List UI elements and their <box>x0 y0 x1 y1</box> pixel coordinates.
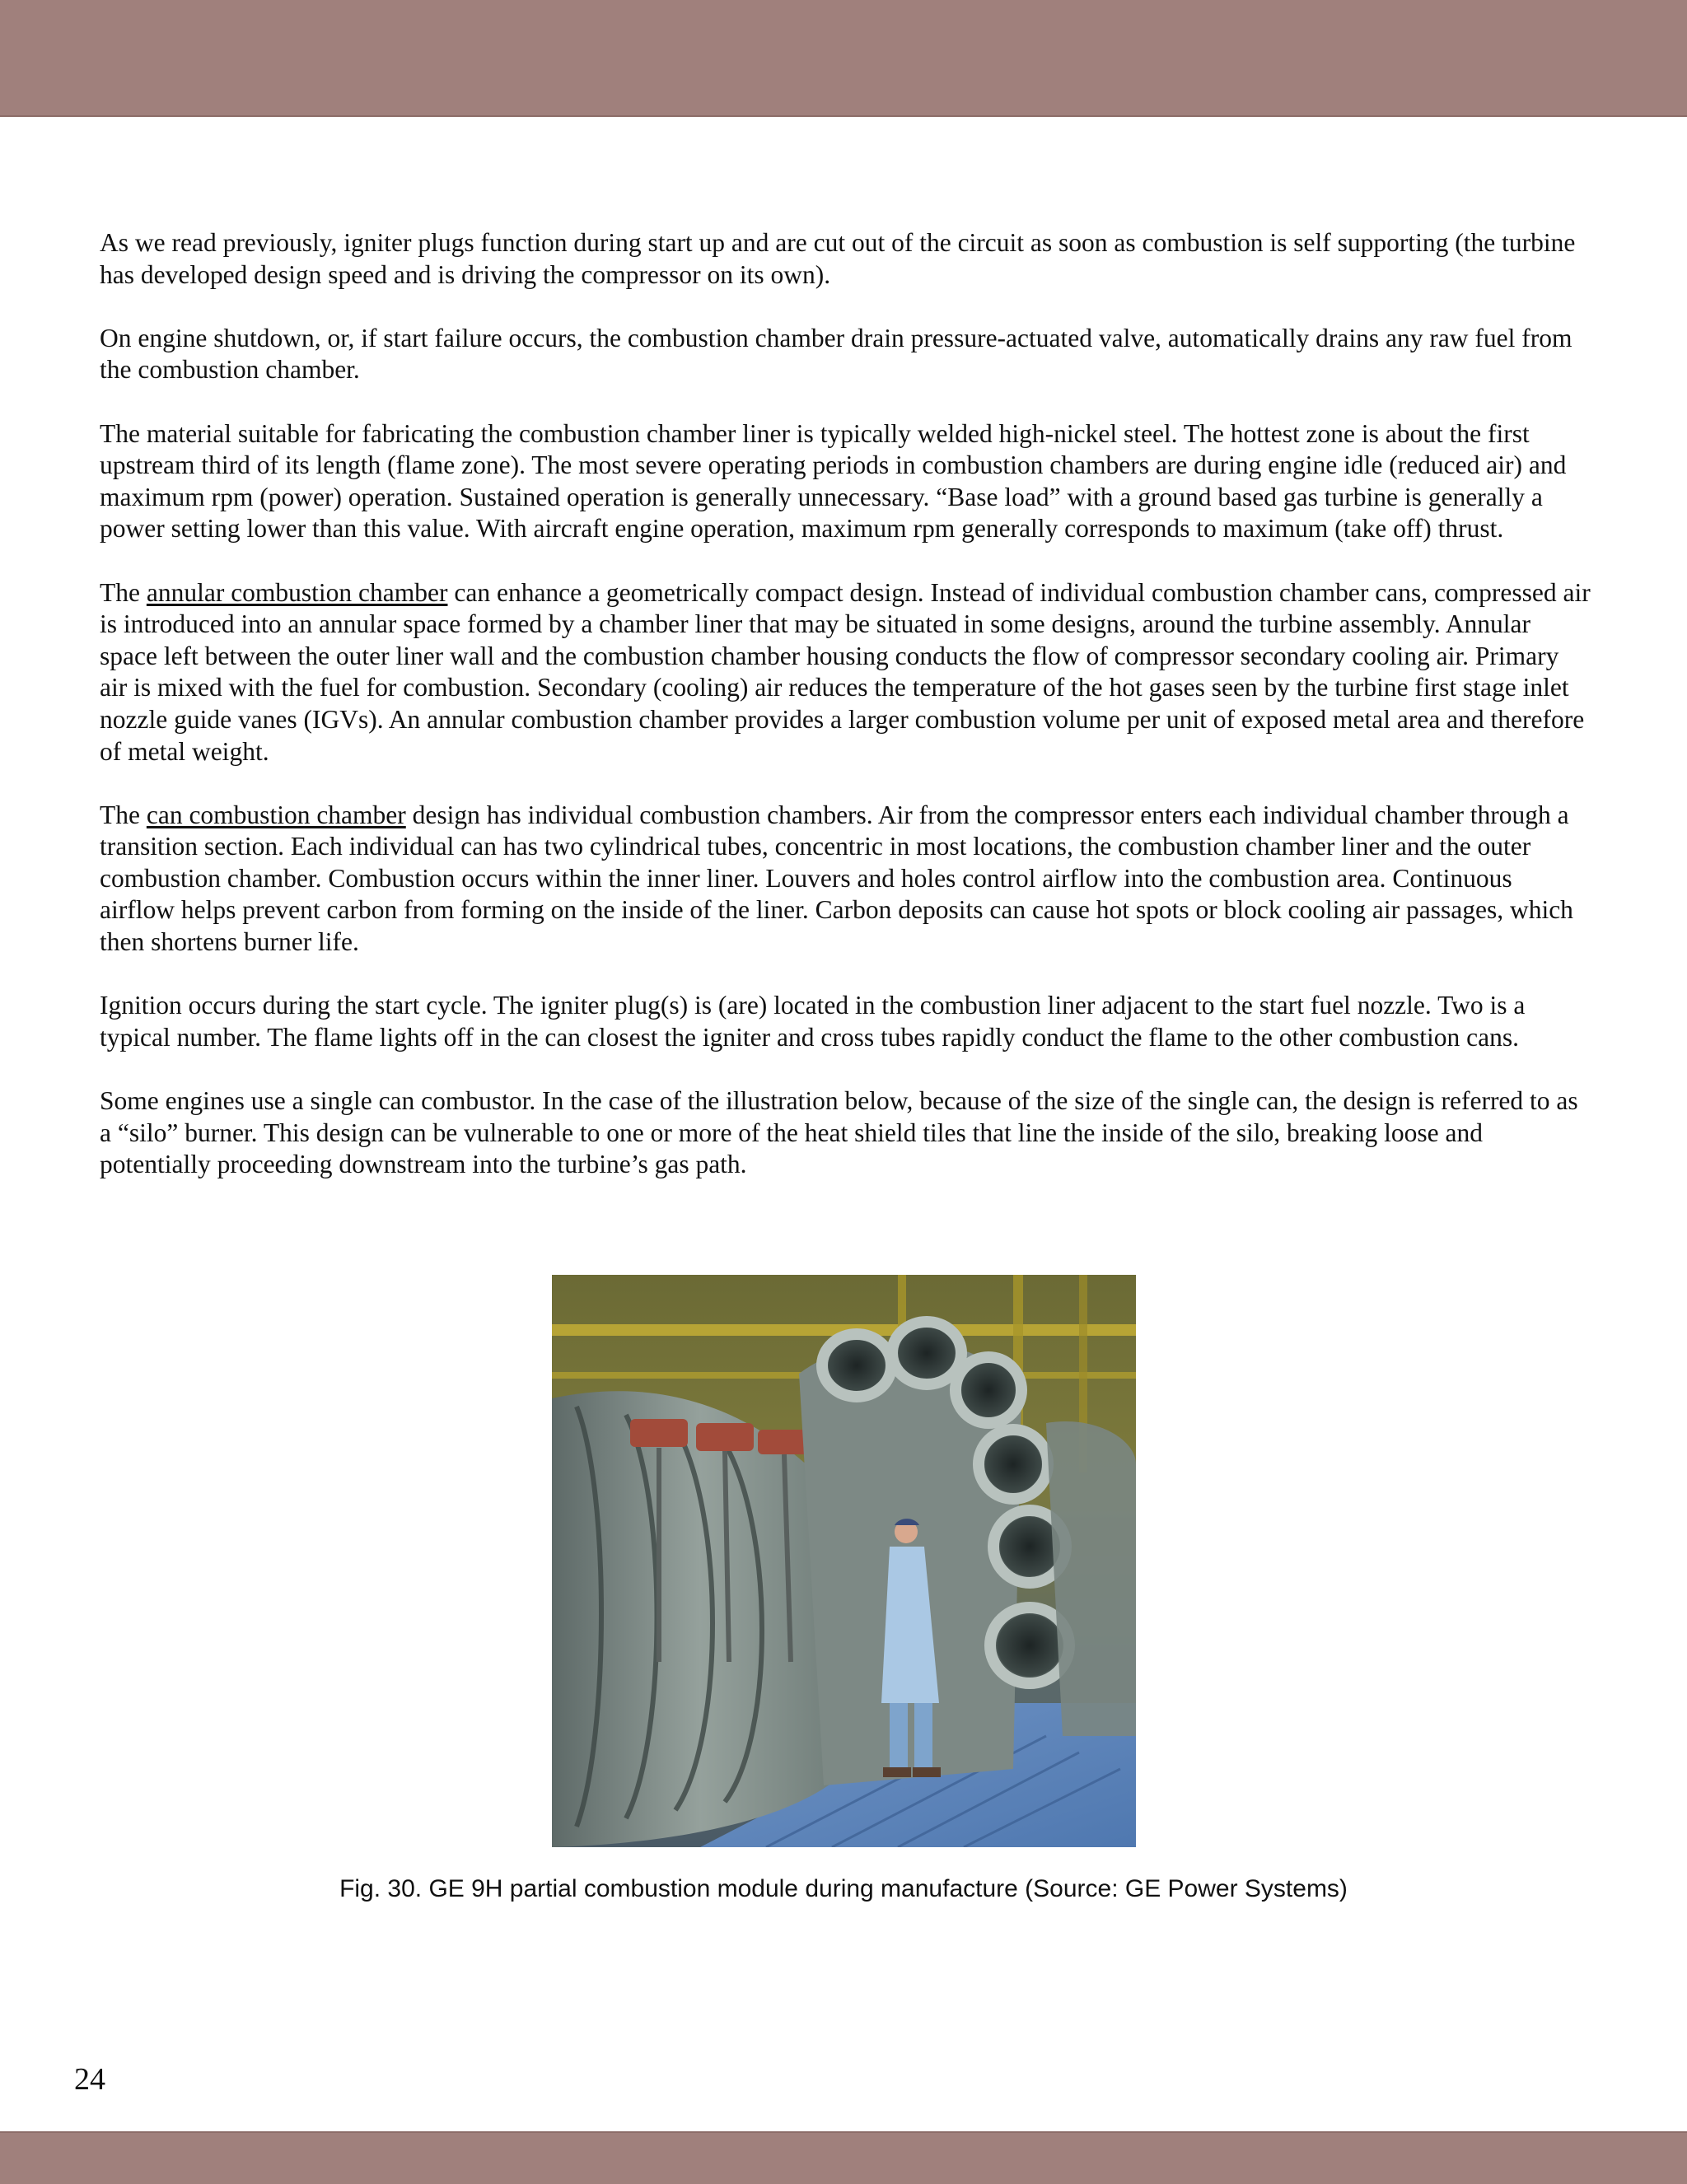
paragraph-rest: can enhance a geometrically compact design. Instead of individual combustion chamber cans, compressed air is introduced into an annular space formed by a chamber liner that may be situated in some designs, around the turbine assembly. Annular space left between the outer liner wall and the combustion chamber housing conducts the flow of compressor secondary cooling air. Primary air is mixed with the fuel for combustion. Secondary (cooling) air reduces the temperature of the hot gases seen by the turbine first stage inlet nozzle guide vanes (IGVs). An annular combustion chamber provides a larger combustion volume per unit of exposed metal area and therefore of metal weight. <box>100 577 1591 766</box>
paragraph <box>100 800 1591 959</box>
page-number: 24 <box>74 2062 105 2097</box>
paragraph-rest: design has individual combustion chambers. Air from the compressor enters each individual chamber through a transition section. Each individual can has two cylindrical tubes, concentric in most locations, the combustion chamber liner and the outer combustion chamber. Combustion occurs within the inner liner. Louvers and holes control airflow into the combustion area. Continuous airflow helps prevent carbon from forming on the inside of the liner. Carbon deposits can cause hot spots or block cooling air passages, which then shortens burner life. <box>100 800 1573 957</box>
paragraph: Some engines use a single can combustor. In the case of the illustration below, because of the size of the single can, the design is referred to as a “silo” burner. This design can be vulnerable to one or more of the heat shield tiles that line the inside of the silo, breaking loose and potentially proceeding downstream into the turbine’s gas path. <box>100 1086 1578 1179</box>
footer-band <box>0 2131 1687 2184</box>
term-annular-combustion-chamber: annular combustion chamber <box>146 577 448 607</box>
figure-photo <box>552 1275 1136 1847</box>
header-band <box>0 0 1687 117</box>
paragraph <box>100 577 1591 768</box>
paragraph-prefix: The <box>100 577 147 607</box>
figure-caption: Fig. 30. GE 9H partial combustion module during manufacture (Source: GE Power Systems) <box>339 1875 1348 1902</box>
paragraph-prefix: The <box>100 800 147 829</box>
combustion-module-photo <box>552 1275 1136 1847</box>
paragraph: The material suitable for fabricating the combustion chamber liner is typically welded high-nickel steel. The hottest zone is about the first upstream third of its length (flame zone). The most severe operating periods in combustion chambers are during engine idle (reduced air) and maximum rpm (power) operation. Sustained operation is generally unnecessary. “Base load” with a ground based gas turbine is generally a power setting lower than this value. With aircraft engine operation, maximum rpm generally corresponds to maximum (take off) thrust. <box>100 418 1567 544</box>
paragraph: As we read previously, igniter plugs function during start up and are cut out of the circuit as soon as combustion is self supporting (the turbine has developed design speed and is driving the compressor on its own). <box>100 228 1576 289</box>
paragraph: Ignition occurs during the start cycle. The igniter plug(s) is (are) located in the combustion liner adjacent to the start fuel nozzle. Two is a typical number. The flame lights off in the can closest the igniter and cross tubes rapidly conduct the flame to the other combustion cans. <box>100 991 1526 1052</box>
paragraph: On engine shutdown, or, if start failure occurs, the combustion chamber drain pressure-actuated valve, automatically drains any raw fuel from the combustion chamber. <box>100 323 1573 385</box>
body-text <box>100 227 1591 1212</box>
term-can-combustion-chamber: can combustion chamber <box>146 800 406 829</box>
